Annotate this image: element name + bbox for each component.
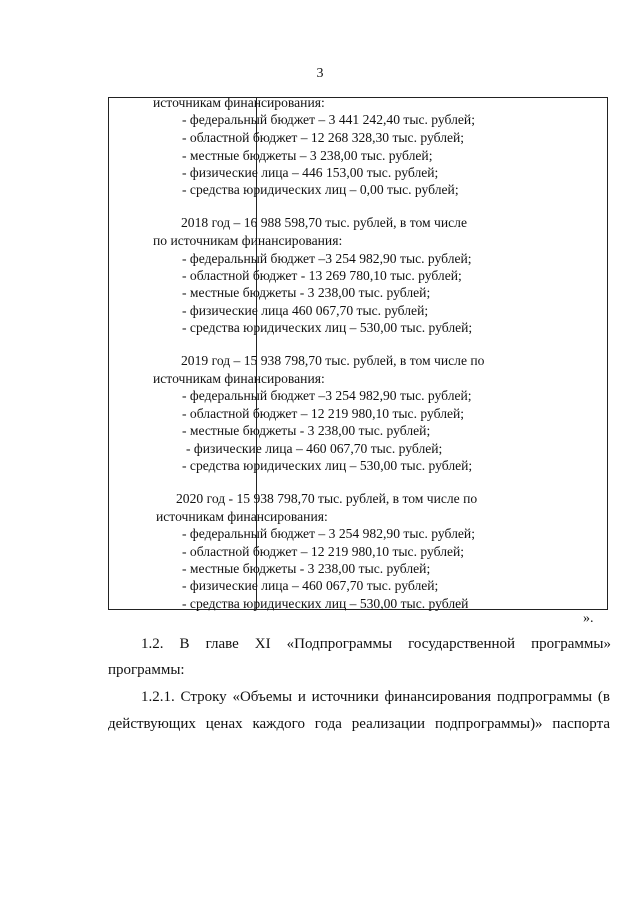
table-line: - физические лица – 460 067,70 тыс. рублей;: [182, 578, 439, 593]
table-line: - областной бюджет - 13 269 780,10 тыс. рублей;: [182, 268, 462, 283]
table-line: - федеральный бюджет – 3 254 982,90 тыс. рублей;: [182, 526, 475, 541]
table-line: - физические лица 460 067,70 тыс. рублей;: [182, 303, 429, 318]
word: 1.2.: [141, 636, 164, 652]
word: года: [314, 716, 342, 732]
paragraph-1-2-line-2: программы:: [108, 662, 185, 678]
word: «Объемы: [232, 689, 293, 705]
table-line: источникам финансирования:: [156, 509, 328, 524]
word: подпрограммы: [496, 689, 593, 705]
word: (в: [597, 689, 610, 705]
table-line: источникам финансирования:: [153, 95, 325, 110]
table-line: 2019 год – 15 938 798,70 тыс. рублей, в том числе по: [181, 353, 485, 368]
word: главе: [205, 636, 239, 652]
table-line: - областной бюджет – 12 219 980,10 тыс. рублей;: [182, 544, 465, 559]
table-line: - физические лица – 446 153,00 тыс. рублей;: [182, 165, 439, 180]
table-line: - областной бюджет – 12 219 980,10 тыс. рублей;: [182, 406, 465, 421]
paragraph-1-2-1-line-1: [141, 690, 610, 705]
table-line: - местные бюджеты - 3 238,00 тыс. рублей;: [182, 423, 431, 438]
table-line: - областной бюджет – 12 268 328,30 тыс. рублей;: [182, 130, 465, 145]
word: ценах: [205, 716, 243, 732]
word: 1.2.1.: [141, 689, 175, 705]
closing-quote: ».: [583, 611, 594, 626]
financing-table: [108, 97, 608, 610]
table-line: - местные бюджеты - 3 238,00 тыс. рублей;: [182, 561, 431, 576]
word: паспорта: [552, 716, 610, 732]
word: XI: [254, 636, 271, 652]
word: «Подпрограммы: [286, 636, 393, 652]
table-line: источникам финансирования:: [153, 371, 325, 386]
table-line: - местные бюджеты - 3 238,00 тыс. рублей;: [182, 285, 431, 300]
table-line: - средства юридических лиц – 530,00 тыс. рублей;: [182, 320, 473, 335]
word: реализации: [351, 716, 426, 732]
word: источники: [311, 689, 379, 705]
table-line: - физические лица – 460 067,70 тыс. рублей;: [186, 441, 443, 456]
table-line: - средства юридических лиц – 530,00 тыс. рублей: [182, 596, 469, 611]
word: программы»: [531, 636, 611, 652]
word: Строку: [180, 689, 227, 705]
table-line: по источникам финансирования:: [153, 233, 343, 248]
word: действующих: [108, 716, 196, 732]
table-line: - средства юридических лиц – 530,00 тыс. рублей;: [182, 458, 473, 473]
table-line: - федеральный бюджет –3 254 982,90 тыс. рублей;: [182, 388, 472, 403]
paragraph-1-2-line-1: [141, 637, 611, 652]
table-line: 2018 год – 16 988 598,70 тыс. рублей, в том числе: [181, 215, 467, 230]
table-line: - федеральный бюджет – 3 441 242,40 тыс. рублей;: [182, 112, 475, 127]
word: государственной: [408, 636, 516, 652]
word: подпрограммы)»: [434, 716, 543, 732]
word: каждого: [252, 716, 305, 732]
word: В: [179, 636, 190, 652]
word: и: [297, 689, 306, 705]
table-line: - федеральный бюджет –3 254 982,90 тыс. рублей;: [182, 251, 472, 266]
table-line: - средства юридических лиц – 0,00 тыс. рублей;: [182, 182, 459, 197]
table-line: 2020 год - 15 938 798,70 тыс. рублей, в том числе по: [176, 491, 478, 506]
paragraph-1-2-1-line-2: [108, 717, 610, 732]
page-number: 3: [316, 66, 324, 81]
word: финансирования: [384, 689, 492, 705]
table-line: - местные бюджеты – 3 238,00 тыс. рублей;: [182, 148, 433, 163]
